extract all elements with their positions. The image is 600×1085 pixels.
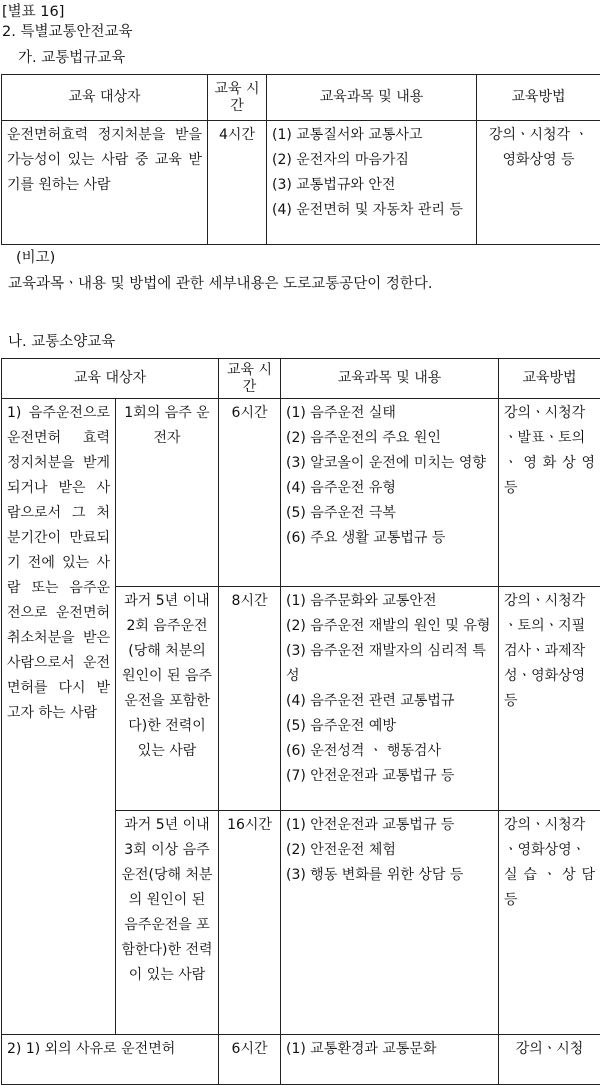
section-title: 2. 특별교통안전교육 [2,20,133,41]
list-item: (3) 음주운전 재발자의 심리적 특성 [286,639,493,689]
col-header-method: 교육방법 [477,75,600,121]
col-header-content: 교육과목 및 내용 [267,75,477,121]
appendix-label: [별표 16] [2,0,64,21]
hours-cell: 6시간 [219,399,281,587]
method-cell: 강의ㆍ시청각 ㆍ발표ㆍ토의 ㆍ 영 화 상 영 등 [499,399,600,587]
list-item: (2) 안전운전 체험 [286,838,493,863]
hours-cell: 16시간 [219,811,281,1035]
method-cell: 강의ㆍ시청각 ㆍ 영화상영 등 [477,121,600,245]
target-cell: 2) 1) 외의 사유로 운전면허 [2,1035,219,1085]
list-item: (1) 교통질서와 교통사고 [272,123,471,148]
content-cell [267,121,477,245]
list-item: (2) 음주운전의 주요 원인 [286,426,493,451]
hours-cell: 8시간 [219,587,281,811]
target-main-cell: 1) 음주운전으로 운전면허 효력 정지처분을 받게 되거나 받은 사람으로서 그 처분기간이 만료되기 전에 있는 사람 또는 음주운전으로 운전면허 취소처분을 받은 사람으로서 운전면허를 다시 받고자 하는 사람 [2,399,116,1035]
content-cell [281,399,499,587]
col-header-content: 교육과목 및 내용 [281,359,499,399]
list-item: (5) 음주운전 극복 [286,501,493,526]
method-cell: 강의ㆍ시청각 ㆍ영화상영ㆍ 실 습 ㆍ 상 담 등 [499,811,600,1035]
col-header-hours: 교육 시간 [208,75,267,121]
target-cell: 운전면허효력 정지처분을 받을 가능성이 있는 사람 중 교육 받기를 원하는 사람 [2,121,208,245]
list-item: (4) 음주운전 관련 교통법규 [286,689,493,714]
list-item: (5) 음주운전 예방 [286,714,493,739]
list-item: (2) 음주운전 재발의 원인 및 유형 [286,614,493,639]
list-item: (6) 운전성격 ㆍ 행동검사 [286,739,493,764]
list-item: (3) 알코올이 운전에 미치는 영향 [286,451,493,476]
sub-target-cell: 과거 5년 이내 3회 이상 음주운전(당해 처분의 원인이 된 음주운전을 포함한다)한 전력이 있는 사람 [116,811,219,1035]
list-item: (7) 안전운전과 교통법규 등 [286,764,493,789]
method-cell: 강의ㆍ시청각 ㆍ토의ㆍ지필 검사ㆍ과제작 성ㆍ영화상영 등 [499,587,600,811]
content-cell [281,587,499,811]
content-cell: (1) 교통환경과 교통문화 [281,1035,499,1085]
hours-cell: 6시간 [219,1035,281,1085]
method-cell: 강의ㆍ시청 [499,1035,600,1085]
note-label: (비고) [16,246,55,267]
table-traffic-law-education [1,74,600,245]
content-cell [281,811,499,1035]
list-item: (3) 교통법규와 안전 [272,173,471,198]
subsection-title-na: 나. 교통소양교육 [8,330,115,351]
sub-target-cell: 1회의 음주 운전자 [116,399,219,587]
hours-cell: 4시간 [208,121,267,245]
list-item: (2) 운전자의 마음가짐 [272,148,471,173]
subsection-title-ga: 가. 교통법규교육 [18,46,125,67]
table-traffic-culture-education [1,358,600,1085]
list-item: (1) 안전운전과 교통법규 등 [286,813,493,838]
col-header-target: 교육 대상자 [2,75,208,121]
list-item: (6) 주요 생활 교통법규 등 [286,526,493,551]
col-header-hours: 교육 시간 [219,359,281,399]
list-item: (1) 음주운전 실태 [286,401,493,426]
list-item: (4) 음주운전 유형 [286,476,493,501]
list-item: (3) 행동 변화를 위한 상담 등 [286,863,493,888]
col-header-method: 교육방법 [499,359,600,399]
list-item: (1) 음주문화와 교통안전 [286,589,493,614]
col-header-target: 교육 대상자 [2,359,219,399]
note-text: 교육과목ㆍ내용 및 방법에 관한 세부내용은 도로교통공단이 정한다. [8,272,432,293]
sub-target-cell: 과거 5년 이내 2회 음주운전(당해 처분의 원인이 된 음주운전을 포함한다)한 전력이 있는 사람 [116,587,219,811]
list-item: (4) 운전면허 및 자동차 관리 등 [272,198,471,223]
